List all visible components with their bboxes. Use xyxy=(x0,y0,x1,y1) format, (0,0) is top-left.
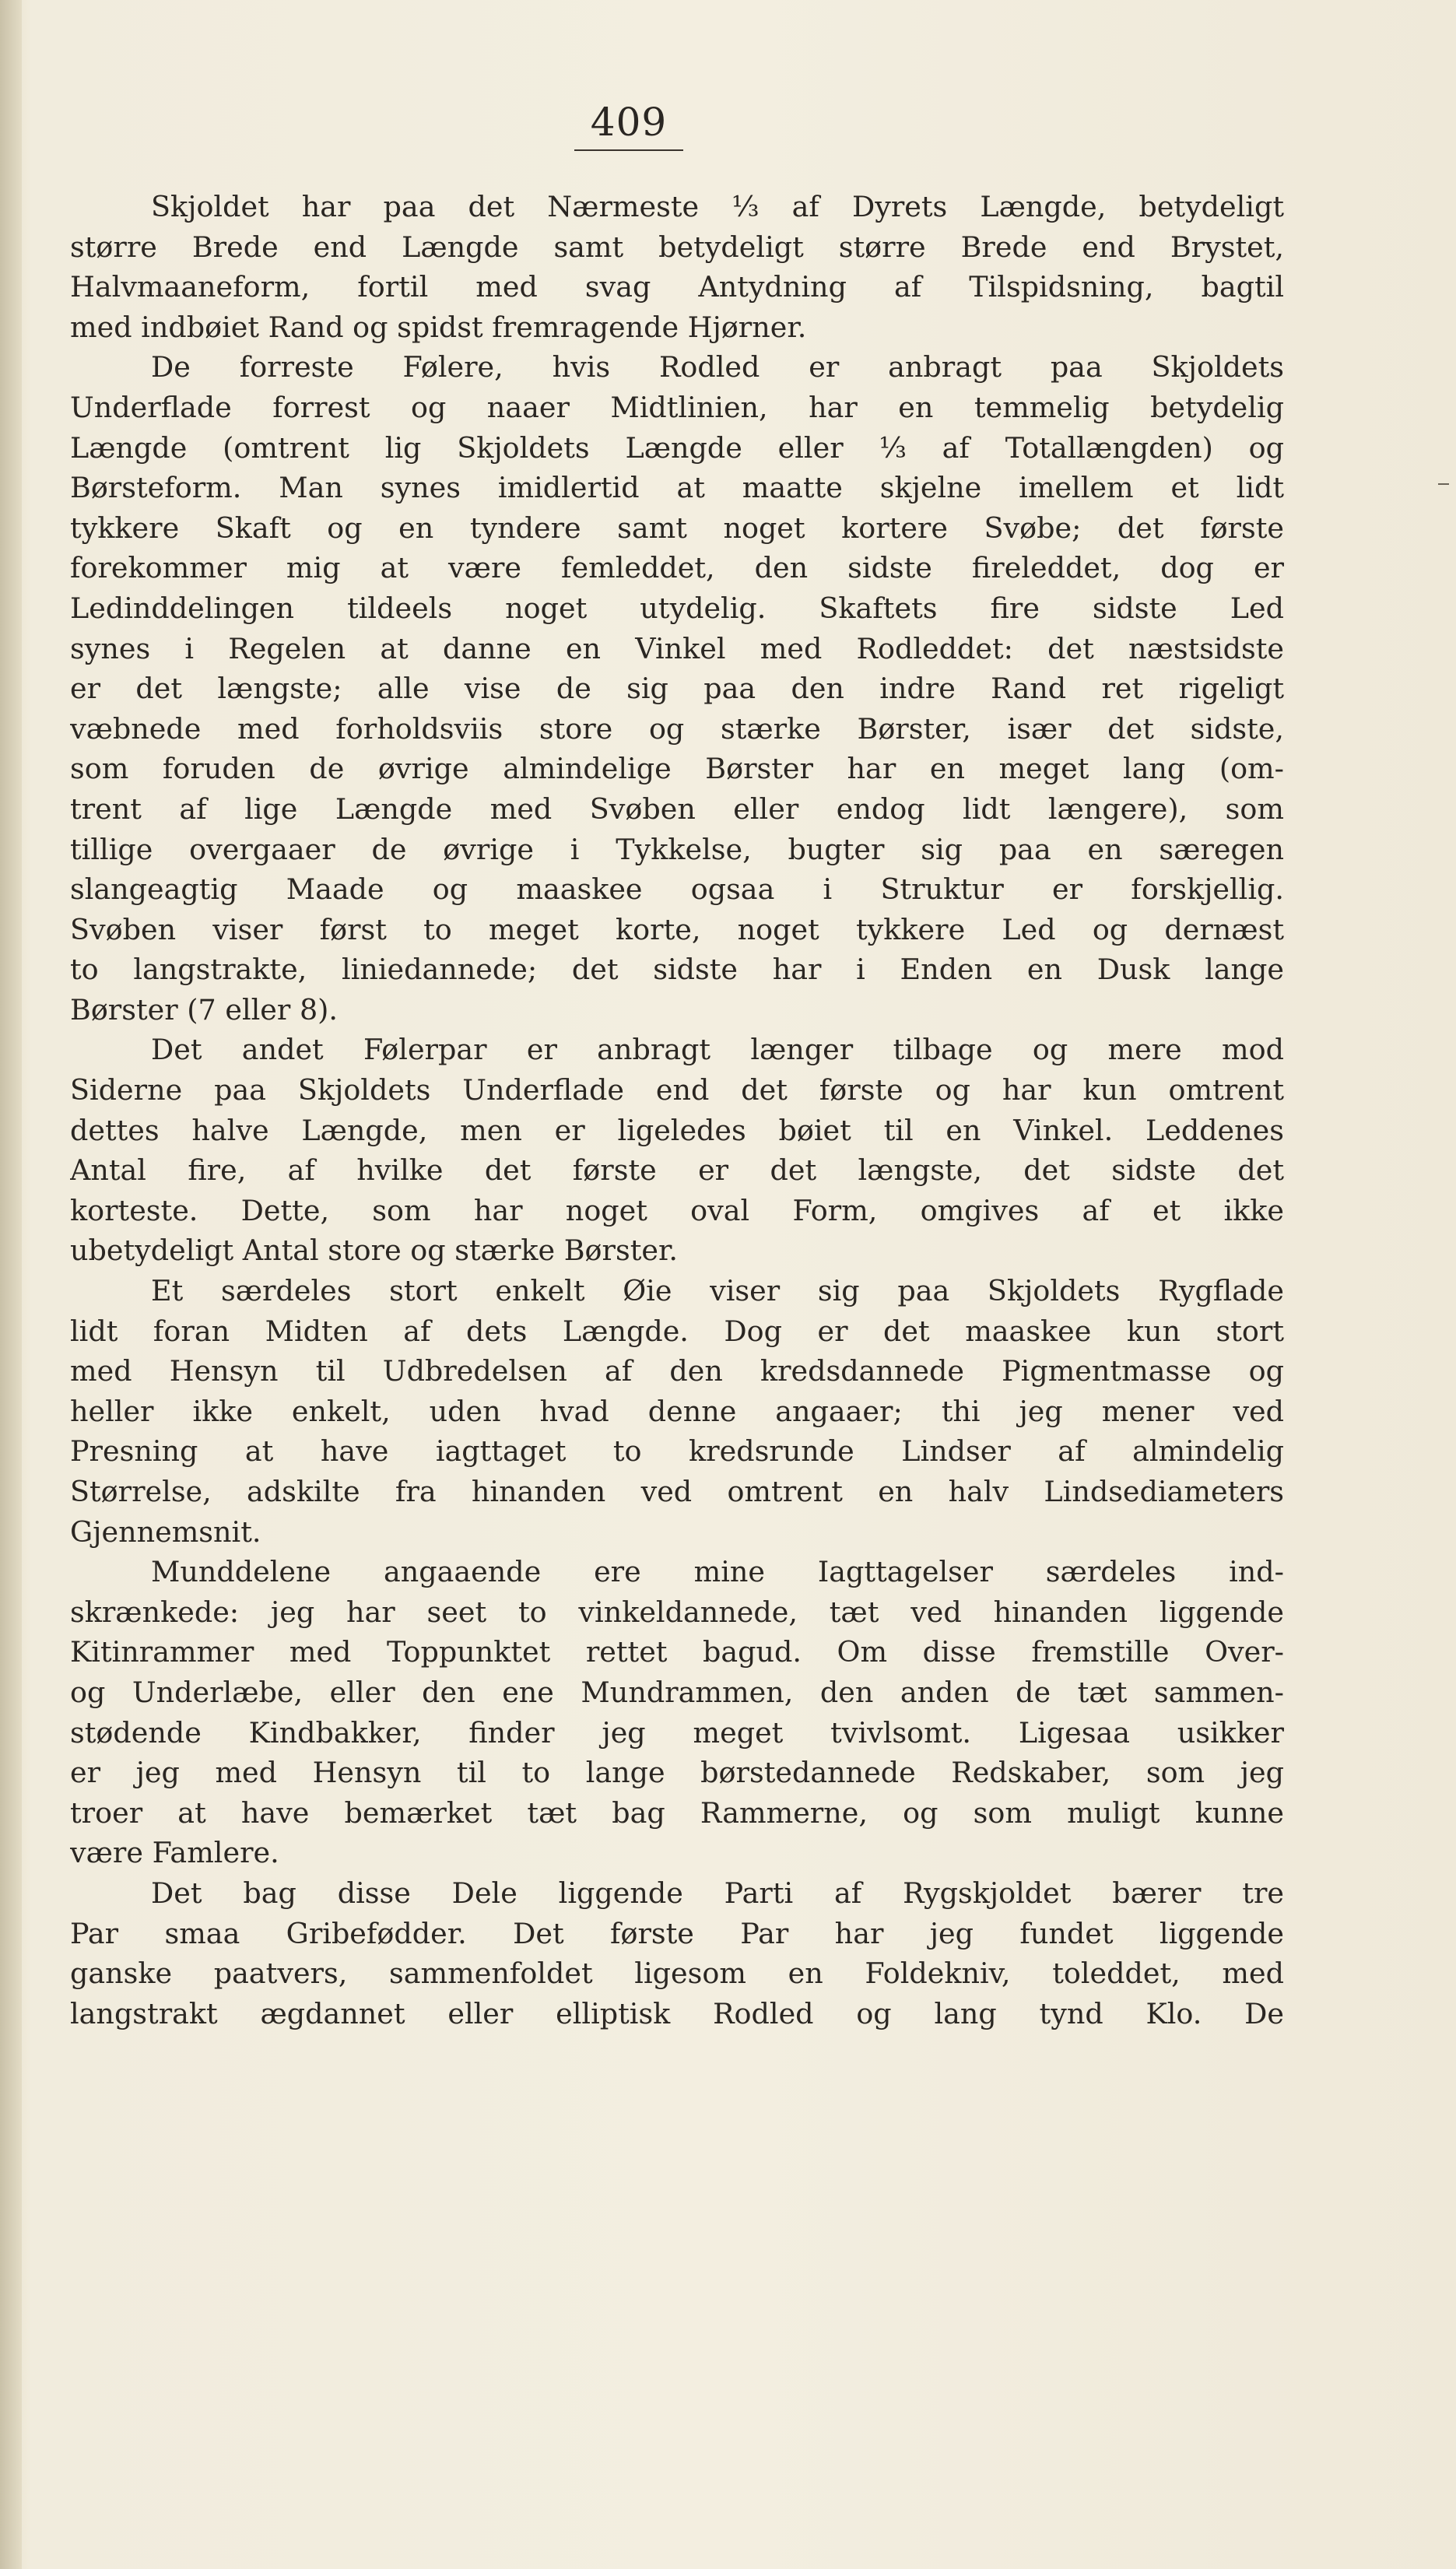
text-line: stødende Kindbakker, finder jeg meget tvivlsomt. Ligesaa usikker xyxy=(70,1715,1284,1750)
text-line: heller ikke enkelt, uden hvad denne angaaer; thi jeg mener ved xyxy=(70,1394,1284,1428)
text-line: Længde (omtrent lig Skjoldets Længde eller ⅓ af Totallængden) og xyxy=(70,430,1284,465)
text-line: Det bag disse Dele liggende Parti af Rygskjoldet bærer tre xyxy=(151,1876,1284,1910)
text-line: dettes halve Længde, men er ligeledes bøiet til en Vinkel. Leddenes xyxy=(70,1113,1284,1147)
text-line: lidt foran Midten af dets Længde. Dog er det maaskee kun stort xyxy=(70,1314,1284,1348)
margin-mark xyxy=(1438,483,1449,485)
text-line: Svøben viser først to meget korte, noget tykkere Led og dernæst xyxy=(70,912,1284,946)
text-line: Børsteform. Man synes imidlertid at maatte skjelne imellem et lidt xyxy=(70,471,1284,505)
body-text xyxy=(70,187,1284,2034)
text-line: slangeagtig Maade og maaskee ogsaa i Struktur er forskjellig. xyxy=(70,872,1284,907)
text-line: større Brede end Længde samt betydeligt større Brede end Brystet, xyxy=(70,230,1284,264)
text-line: Antal fire, af hvilke det første er det længste, det sidste det xyxy=(70,1153,1284,1188)
page-spine-shadow xyxy=(0,0,22,2569)
text-line: med Hensyn til Udbredelsen af den kredsdannede Pigmentmasse og xyxy=(70,1354,1284,1388)
text-line: og Underlæbe, eller den ene Mundrammen, den anden de tæt sammen- xyxy=(70,1675,1284,1709)
text-line: Det andet Følerpar er anbragt længer tilbage og mere mod xyxy=(151,1033,1284,1067)
text-line: Kitinrammer med Toppunktet rettet bagud. Om disse fremstille Over- xyxy=(70,1635,1284,1669)
text-line: korteste. Dette, som har noget oval Form, omgives af et ikke xyxy=(70,1193,1284,1227)
text-line: tillige overgaaer de øvrige i Tykkelse, bugter sig paa en særegen xyxy=(70,832,1284,866)
text-line: ganske paatvers, sammenfoldet ligesom en Foldekniv, toleddet, med xyxy=(70,1957,1284,1991)
text-line: væbnede med forholdsviis store og stærke Børster, især det sidste, xyxy=(70,711,1284,746)
text-line: forekommer mig at være femleddet, den sidste fireleddet, dog er xyxy=(70,551,1284,585)
text-line: troer at have bemærket tæt bag Rammerne, og som muligt kunne xyxy=(70,1795,1284,1830)
text-line: tykkere Skaft og en tyndere samt noget kortere Svøbe; det første xyxy=(70,511,1284,545)
text-line: Størrelse, adskilte fra hinanden ved omtrent en halv Lindsediameters xyxy=(70,1475,1284,1508)
text-line: Børster (7 eller 8). xyxy=(70,992,339,1027)
text-line: to langstrakte, liniedannede; det sidste har i Enden en Dusk lange xyxy=(70,953,1284,987)
text-line: Presning at have iagttaget to kredsrunde Lindser af almindelig xyxy=(70,1434,1284,1469)
text-line: Et særdeles stort enkelt Øie viser sig paa Skjoldets Rygflade xyxy=(151,1274,1284,1308)
text-line: Gjennemsnit. xyxy=(70,1514,261,1549)
text-line: som foruden de øvrige almindelige Børster har en meget lang (om- xyxy=(70,752,1284,786)
page-number: 409 xyxy=(590,100,668,145)
text-line: er jeg med Hensyn til to lange børstedannede Redskaber, som jeg xyxy=(70,1756,1284,1790)
text-line: Skjoldet har paa det Nærmeste ⅓ af Dyrets Længde, betydeligt xyxy=(151,190,1284,223)
text-line: De forreste Følere, hvis Rodled er anbragt paa Skjoldets xyxy=(151,350,1284,384)
text-line: ubetydeligt Antal store og stærke Børster. xyxy=(70,1234,679,1268)
text-line: synes i Regelen at danne en Vinkel med Rodleddet: det næstsidste xyxy=(70,631,1284,665)
text-line: Underflade forrest og naaer Midtlinien, har en temmelig betydelig xyxy=(70,390,1284,424)
text-line: Munddelene angaaende ere mine Iagttagelser særdeles ind- xyxy=(151,1555,1284,1589)
text-line: trent af lige Længde med Svøben eller endog lidt længere), som xyxy=(70,791,1284,826)
text-line: er det længste; alle vise de sig paa den indre Rand ret rigeligt xyxy=(70,672,1284,706)
text-line: Ledinddelingen tildeels noget utydelig. Skaftets fire sidste Led xyxy=(70,591,1284,625)
text-line: Siderne paa Skjoldets Underflade end det første og har kun omtrent xyxy=(70,1073,1284,1107)
text-line: Halvmaaneform, fortil med svag Antydning af Tilspidsning, bagtil xyxy=(70,270,1284,304)
text-line: skrænkede: jeg har seet to vinkeldannede, tæt ved hinanden liggende xyxy=(70,1595,1284,1629)
text-line: med indbøiet Rand og spidst fremragende Hjørner. xyxy=(70,310,807,344)
page-number-rule xyxy=(574,149,683,151)
text-line: Par smaa Gribefødder. Det første Par har jeg fundet liggende xyxy=(70,1916,1284,1950)
text-line: langstrakt ægdannet eller elliptisk Rodled og lang tynd Klo. De xyxy=(70,1996,1284,2030)
text-line: være Famlere. xyxy=(70,1836,279,1870)
